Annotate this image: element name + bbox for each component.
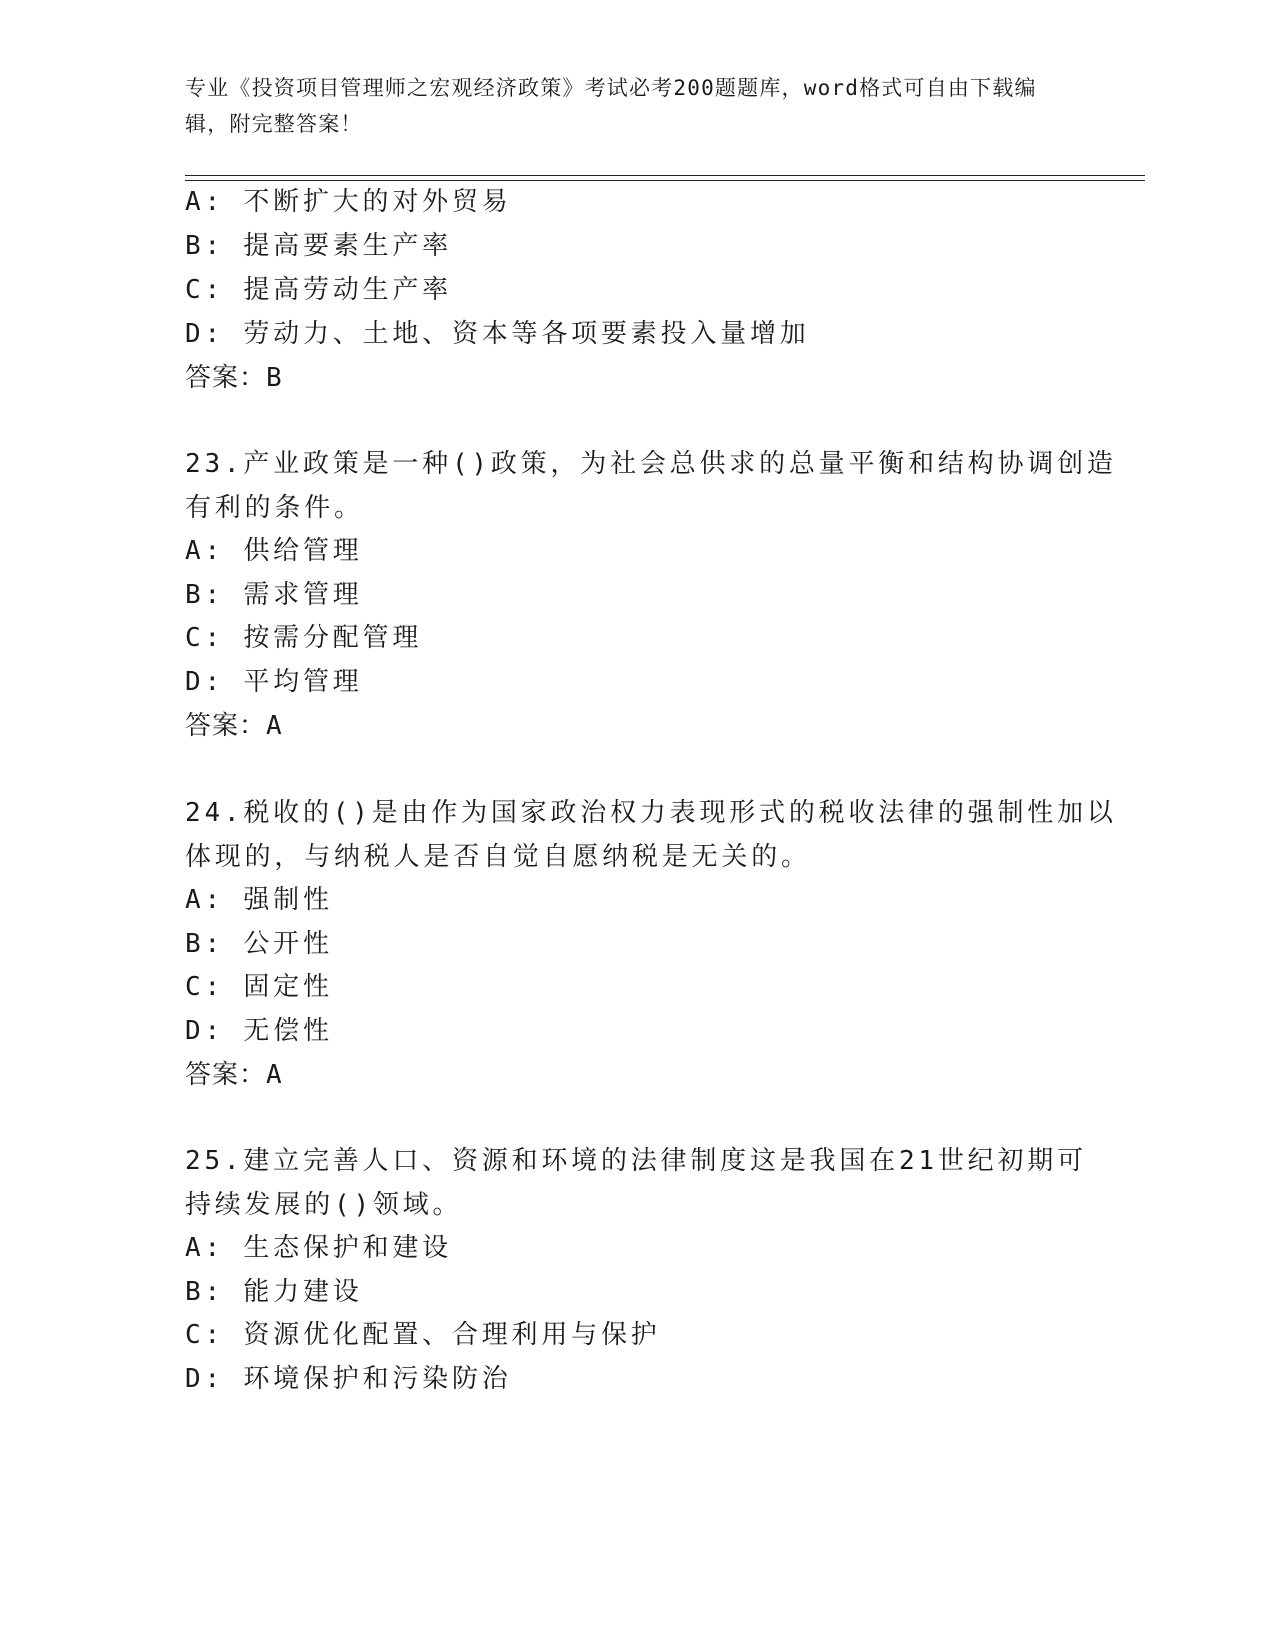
- document-header: 专业《投资项目管理师之宏观经济政策》考试必考200题题库，word格式可自由下载编辑，附完整答案！: [185, 76, 1037, 136]
- question-24-text-cont: 体现的，与纳税人是否自觉自愿纳税是无关的。: [185, 842, 811, 872]
- q24-option-d: D: 无偿性: [185, 1016, 333, 1046]
- q23-option-c: C: 按需分配管理: [185, 623, 423, 653]
- question-25-text-cont: 持续发展的()领域。: [185, 1190, 463, 1220]
- q25-option-c: C: 资源优化配置、合理利用与保护: [185, 1320, 661, 1350]
- question-25-text: 25.建立完善人口、资源和环境的法律制度这是我国在21世纪初期可: [185, 1146, 1087, 1176]
- q24-option-a: A: 强制性: [185, 885, 333, 915]
- q24-option-b: B: 公开性: [185, 929, 333, 959]
- q23-option-b: B: 需求管理: [185, 580, 363, 610]
- question-24-text: 24.税收的()是由作为国家政治权力表现形式的税收法律的强制性加以: [185, 798, 1117, 828]
- q25-option-a: A: 生态保护和建设: [185, 1233, 452, 1263]
- option-d: D: 劳动力、土地、资本等各项要素投入量增加: [185, 319, 810, 349]
- header-divider-top: [185, 175, 1145, 176]
- question-23-text-cont: 有利的条件。: [185, 493, 364, 523]
- q25-option-d: D: 环境保护和污染防治: [185, 1364, 512, 1394]
- answer: 答案：B: [185, 363, 283, 393]
- option-a: A: 不断扩大的对外贸易: [185, 187, 512, 217]
- q24-option-c: C: 固定性: [185, 972, 333, 1002]
- q23-option-a: A: 供给管理: [185, 536, 363, 566]
- option-c: C: 提高劳动生产率: [185, 275, 452, 305]
- q25-option-b: B: 能力建设: [185, 1277, 363, 1307]
- q23-answer: 答案：A: [185, 711, 283, 741]
- option-b: B: 提高要素生产率: [185, 231, 452, 261]
- question-23-text: 23.产业政策是一种()政策，为社会总供求的总量平衡和结构协调创造: [185, 449, 1117, 479]
- q24-answer: 答案：A: [185, 1060, 283, 1090]
- q23-option-d: D: 平均管理: [185, 667, 363, 697]
- header-divider-bottom: [185, 180, 1145, 181]
